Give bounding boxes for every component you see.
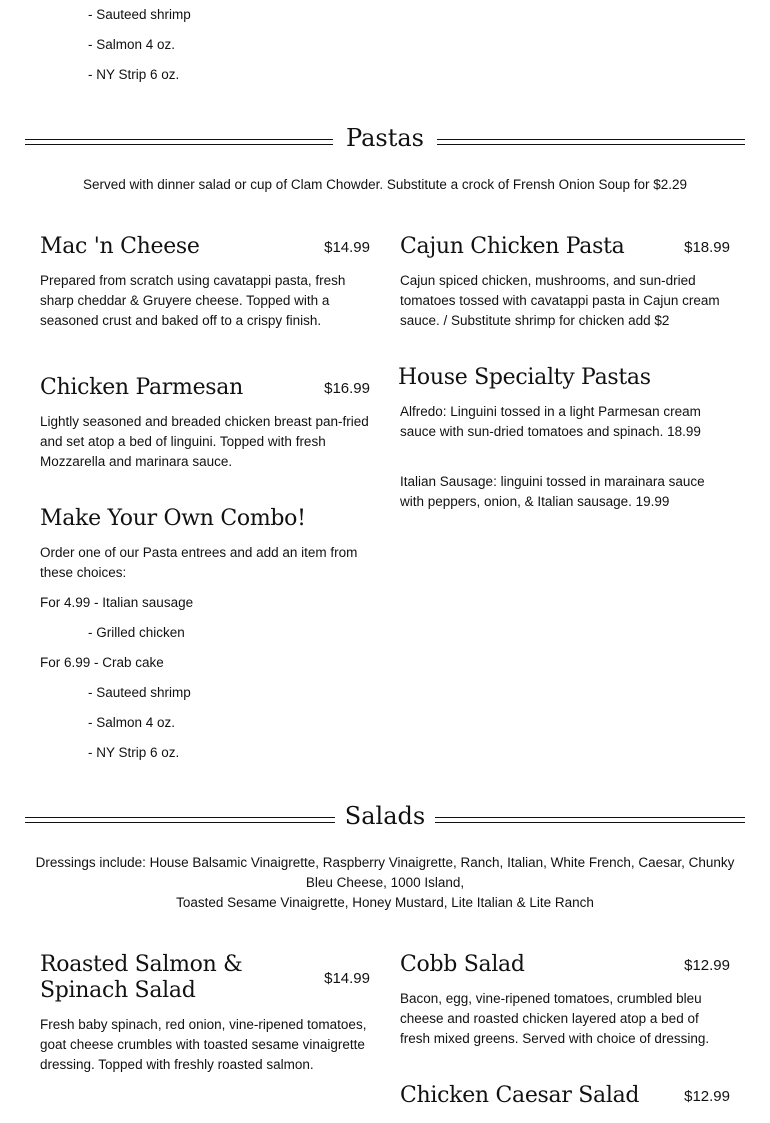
combo-option: For 6.99 - Crab cake bbox=[40, 655, 164, 670]
menu-item-description: Prepared from scratch using cavatappi pasta, fresh sharp cheddar & Gruyere cheese. Topped with a seasoned crust and baked off to a crispy finish. bbox=[40, 273, 346, 328]
menu-item-title: Make Your Own Combo! bbox=[40, 506, 306, 531]
menu-item-title: House Specialty Pastas bbox=[398, 365, 651, 390]
menu-item-description: Lightly seasoned and breaded chicken breast pan-fried and set atop a bed of linguini. Topped with fresh Mozzarella and marinara sauce. bbox=[40, 414, 369, 469]
combo-option: For 4.99 - Italian sausage bbox=[40, 595, 194, 610]
menu-item-title: Cobb Salad bbox=[400, 952, 525, 977]
combo-option: - Salmon 4 oz. bbox=[88, 715, 176, 730]
menu-item-description: Order one of our Pasta entrees and add an item from these choices: bbox=[40, 545, 358, 580]
combo-option: - Grilled chicken bbox=[88, 625, 185, 640]
section-intro: Bleu Cheese, 1000 Island, bbox=[305, 875, 465, 890]
menu-item-price: $18.99 bbox=[684, 239, 730, 256]
menu-item-description: Fresh baby spinach, red onion, vine-ripened tomatoes, goat cheese crumbles with toasted sesame vinaigrette dressing. Topped with freshly roasted salmon. bbox=[40, 1017, 367, 1072]
menu-item-title: Mac 'n Cheese bbox=[40, 234, 200, 259]
menu-item-description: Alfredo: Linguini tossed in a light Parmesan cream sauce with sun-dried tomatoes and spinach. 18.99 bbox=[400, 404, 701, 439]
menu-item-price: $12.99 bbox=[684, 957, 730, 974]
menu-item-price: $12.99 bbox=[684, 1088, 730, 1105]
section-title-salads: Salads bbox=[344, 802, 426, 830]
menu-item-price: $14.99 bbox=[324, 970, 370, 987]
combo-option: - NY Strip 6 oz. bbox=[88, 745, 180, 760]
combo-option: - Sauteed shrimp bbox=[88, 685, 191, 700]
section-intro: Served with dinner salad or cup of Clam Chowder. Substitute a crock of Frensh Onion Soup for $2.29 bbox=[82, 177, 688, 192]
menu-item-description: Italian Sausage: linguini tossed in marainara sauce with peppers, onion, & Italian sausage. 19.99 bbox=[400, 474, 705, 509]
menu-item-title: Cajun Chicken Pasta bbox=[400, 234, 625, 259]
menu-item-title: Chicken Caesar Salad bbox=[400, 1083, 640, 1108]
menu-item-description: Cajun spiced chicken, mushrooms, and sun-dried tomatoes tossed with cavatappi pasta in Cajun cream sauce. / Substitute shrimp for chicken add $2 bbox=[400, 273, 720, 328]
section-intro: Dressings include: House Balsamic Vinaigrette, Raspberry Vinaigrette, Ranch, Italian, White French, Caesar, Chunky bbox=[35, 855, 735, 870]
section-title-pastas: Pastas bbox=[346, 124, 424, 152]
menu-item-price: $16.99 bbox=[324, 380, 370, 397]
menu-item-description: Bacon, egg, vine-ripened tomatoes, crumbled bleu cheese and roasted chicken layered atop a bed of fresh mixed greens. Served with choice of dressing. bbox=[400, 991, 710, 1046]
section-intro: Toasted Sesame Vinaigrette, Honey Mustard, Lite Italian & Lite Ranch bbox=[176, 895, 594, 910]
menu-item-title: Chicken Parmesan bbox=[40, 375, 243, 400]
menu-item-title: Roasted Salmon & Spinach Salad bbox=[40, 952, 243, 1003]
menu-item-price: $14.99 bbox=[324, 239, 370, 256]
list-item: - Sauteed shrimp bbox=[88, 7, 191, 22]
list-item: - NY Strip 6 oz. bbox=[88, 67, 180, 82]
list-item: - Salmon 4 oz. bbox=[88, 37, 176, 52]
